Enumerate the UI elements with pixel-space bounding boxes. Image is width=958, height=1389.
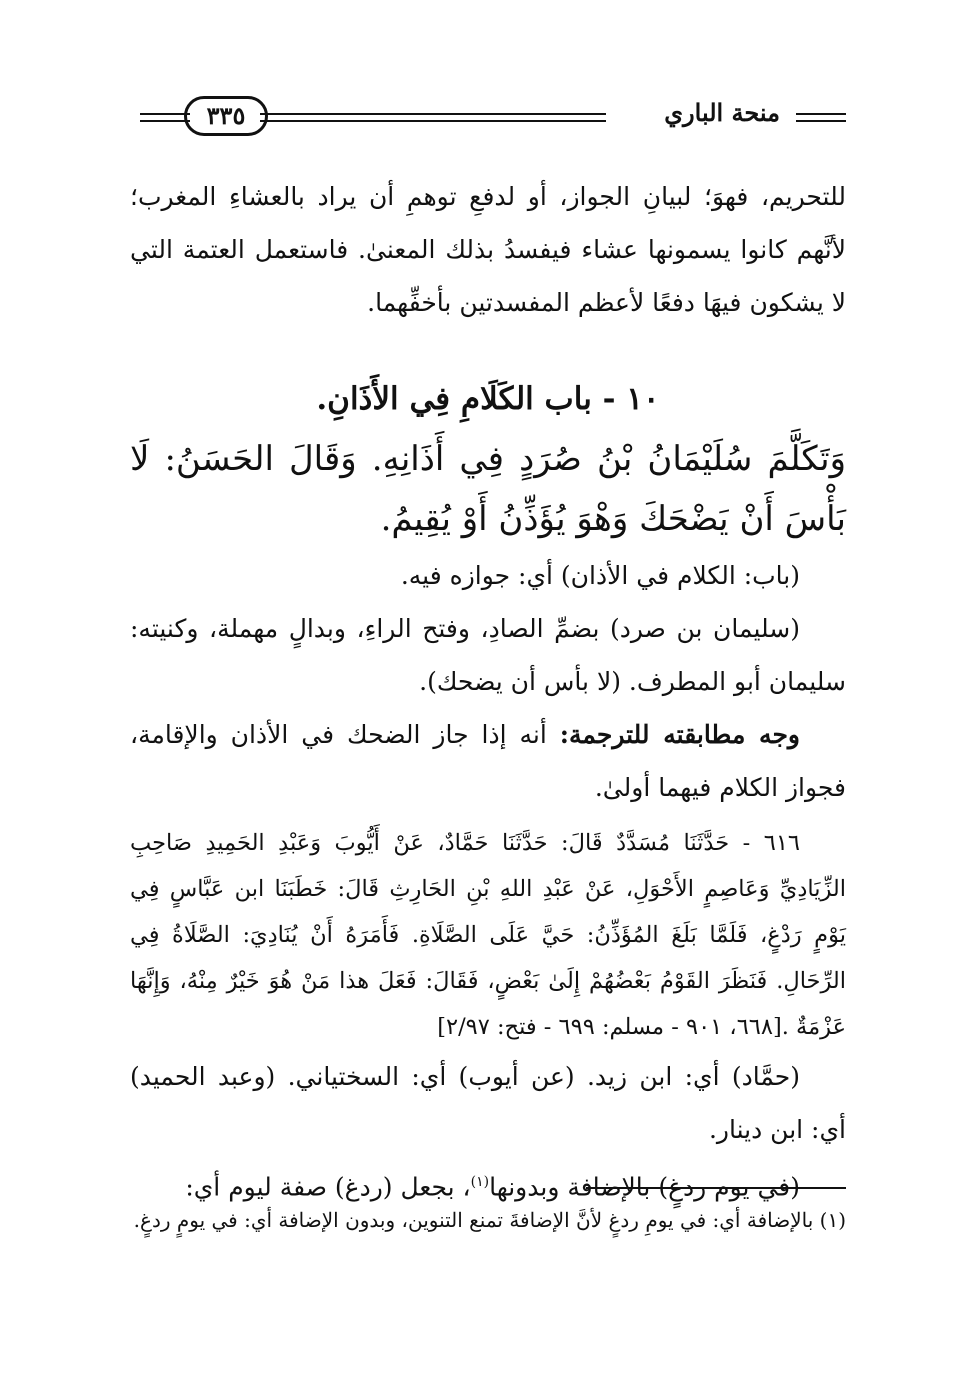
commentary-text: (في يوم ردغٍ) بالإضافة وبدونها: [489, 1172, 800, 1202]
chapter-matn: وَتَكَلَّمَ سُلَيْمَانُ بْنُ صُرَدٍ فِي أَذَانِهِ. وَقَالَ الحَسَنُ: لَا بَأْسَ أَنْ يَضْحَكَ وَهْوَ يُؤَذِّنُ أَوْ يُقِيمُ.: [130, 439, 846, 539]
commentary-text: ، بجعل (ردغ) صفة ليوم أي:: [185, 1172, 471, 1202]
footnote-reference[interactable]: (١): [470, 1174, 490, 1190]
footnote-separator: [586, 1187, 846, 1189]
book-title: منحة الباري: [664, 98, 780, 127]
commentary-paragraph: (باب: الكلام في الأذان) أي: جوازه فيه.: [400, 561, 800, 590]
header-rule-middle: [260, 113, 606, 122]
header-rule-left: [140, 113, 190, 122]
commentary-paragraph: (سليمان بن صرد) بضمِّ الصادِ، وفتح الراءِ، وبدالٍ مهملة، وكنيته: سليمان أبو المطرف. (لا بأس أن يضحك).: [130, 614, 846, 696]
running-header: [140, 96, 846, 140]
main-text: [130, 170, 846, 1213]
page-number: ٣٣٥: [184, 96, 268, 136]
commentary-label: وجه مطابقته للترجمة:: [559, 720, 800, 749]
commentary-paragraph: (حمَّاد) أي: ابن زيد. (عن أيوب) أي: السختياني. (وعبد الحميد) أي: ابن دينار.: [130, 1062, 846, 1144]
footnote: (١) بالإضافة أي: في يومِ ردغٍ لأنَّ الإضافةَ تمنع التنوين، وبدون الإضافة أي: في يومٍ ردغٍ.: [133, 1208, 846, 1232]
commentary-text: أنه إذا جاز الضحك في الأذان والإقامة، فجواز الكلام فيهما أولىٰ.: [130, 720, 846, 802]
commentary-paragraph: [130, 708, 846, 814]
hadith-text: ٦١٦ - حَدَّثَنَا مُسَدَّدٌ قَالَ: حَدَّثَنَا حَمَّادٌ، عَنْ أَيُّوبَ وَعَبْدِ الحَمِيدِ صَاحِبِ الزِّيَادِيِّ وَعَاصِمٍ الأَحْوَلِ، عَنْ عَبْدِ اللهِ بْنِ الحَارِثِ قَالَ: خَطَبَنَا ابن عَبَّاسٍ فِي يَوْمٍ رَدْغٍ، فَلَمَّا بَلَغَ المُؤَذِّنُ: حَيَّ عَلَى الصَّلَاةِ. فَأَمَرَهُ أَنْ يُنَادِيَ: الصَّلَاةُ فِي الرِّحَالِ. فَنَظَرَ القَوْمُ بَعْضُهُمْ إِلَىٰ بَعْضٍ، فَقَالَ: فَعَلَ هذا مَنْ هُوَ خَيْرٌ مِنْهُ، وَإِنَّهَا عَزْمَةٌ .[٦٦٨، ٩٠١ - مسلم: ٦٩٩ - فتح: ٢/٩٧]: [130, 830, 846, 1040]
header-rule-right: [796, 113, 846, 122]
intro-paragraph: للتحريم، فهوَ؛ لبيانِ الجواز، أو لدفعِ توهمِ أن يراد بالعشاءِ المغرب؛ لأنَّهم كانوا يسمونها عشاء فيفسدُ بذلك المعنىٰ. فاستعمل العتمة التي لا يشكون فيهَا دفعًا لأعظم المفسدتين بأخفِّهما.: [130, 182, 846, 317]
chapter-heading: ١٠ - باب الكَلَامِ فِي الأَذَانِ.: [316, 381, 660, 417]
